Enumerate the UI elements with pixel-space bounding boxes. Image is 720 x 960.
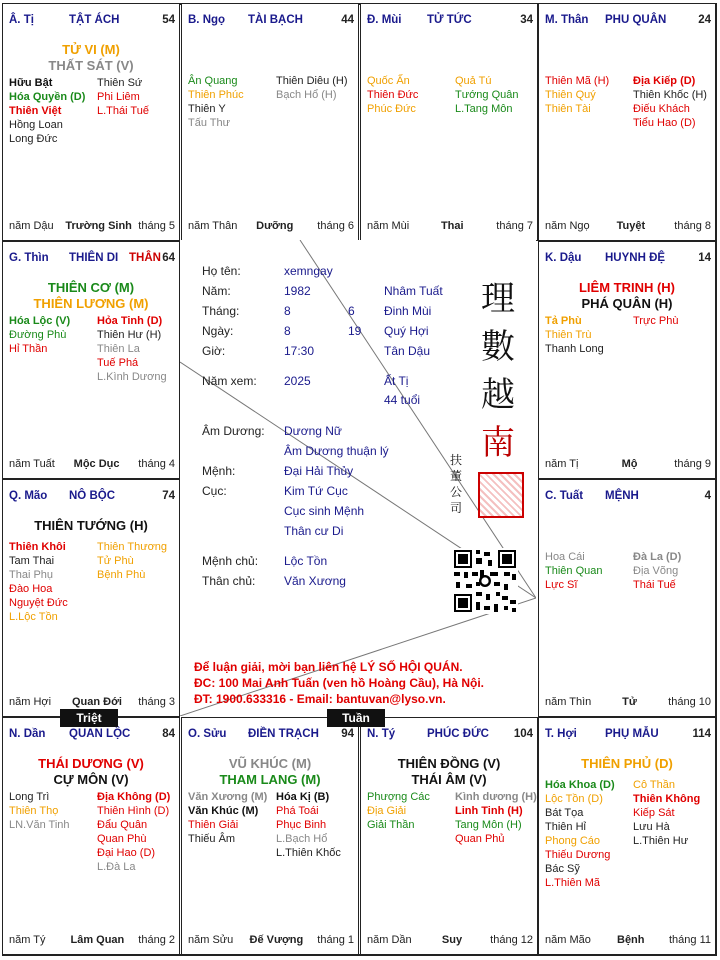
- gio-value: 17:30: [284, 344, 315, 358]
- calligraphy-char-2: 數: [481, 327, 515, 367]
- star: Phá Toái: [276, 805, 319, 817]
- palace-number: 94: [341, 728, 354, 740]
- star: Đại Hao (D): [97, 847, 156, 859]
- star: Phục Binh: [276, 819, 327, 831]
- palace-hoi: [538, 717, 716, 955]
- main-star: THAM LANG (M): [219, 772, 321, 787]
- palace-mao: [2, 479, 180, 717]
- palace-month: tháng 9: [674, 458, 711, 470]
- palace-stage: Mộ: [621, 458, 638, 470]
- palace-number: 64: [162, 252, 175, 264]
- star: Thiên Y: [188, 103, 226, 115]
- star: Hồng Loan: [9, 119, 63, 131]
- palace-stage: Đế Vượng: [249, 934, 304, 946]
- palace-footer: [188, 934, 354, 948]
- palace-stage: Tử: [622, 696, 637, 708]
- palace-header: [367, 14, 533, 30]
- ngay-value-2: 19: [348, 324, 362, 338]
- palace-thin: [2, 241, 180, 479]
- palace-header: [188, 728, 354, 744]
- amduong-value-2: Âm Dương thuận lý: [284, 444, 389, 458]
- cuc-value: Kim Tứ Cục: [284, 484, 348, 498]
- star: Trực Phù: [633, 315, 679, 327]
- star: Đẩu Quân: [97, 819, 148, 831]
- palace-month: tháng 6: [317, 220, 354, 232]
- thang-canchi: Đinh Mùi: [384, 304, 432, 318]
- seal-side-text-value: 扶董公司: [450, 453, 463, 515]
- star: Thiên Quý: [545, 89, 596, 101]
- star: Giải Thần: [367, 819, 415, 831]
- palace-header: [545, 14, 711, 30]
- star: L.Kình Dương: [97, 371, 167, 383]
- star: Địa Không (D): [97, 791, 171, 803]
- palace-header: [9, 490, 175, 506]
- amduong-value: Dương Nữ: [284, 424, 342, 438]
- palace-location: B. Ngọ: [188, 14, 226, 26]
- star: Thiếu Dương: [545, 849, 611, 861]
- star: Phong Cáo: [545, 835, 601, 847]
- palace-month: tháng 7: [496, 220, 533, 232]
- left-stars: [545, 778, 615, 890]
- palace-location: K. Dậu: [545, 252, 582, 264]
- main-star: THẤT SÁT (V): [48, 58, 134, 73]
- star: Hóa Lộc (V): [9, 315, 71, 327]
- star: Thiên La: [97, 343, 140, 355]
- ngay-value: 8: [284, 324, 291, 338]
- star: Phượng Các: [367, 791, 430, 803]
- red-seal-stamp: [478, 472, 524, 518]
- star: Quốc Ấn: [367, 75, 410, 87]
- palace-header: [367, 728, 533, 744]
- left-stars: [188, 74, 244, 130]
- star: Thai Phụ: [9, 569, 54, 581]
- palace-footer: [9, 934, 175, 948]
- star: L.Thiên Hư: [633, 835, 689, 847]
- palace-footer: [9, 696, 175, 710]
- menhchu-label: Mệnh chủ:: [202, 554, 259, 568]
- palace-location: Â. Tị: [9, 14, 34, 26]
- star: Quan Phủ: [455, 833, 505, 845]
- main-star: THIÊN CƠ (M): [47, 280, 135, 295]
- palace-header: [9, 252, 175, 268]
- star: Tam Thai: [9, 555, 55, 567]
- palace-header: [9, 14, 175, 30]
- left-stars: [9, 790, 70, 832]
- right-stars: [633, 778, 700, 848]
- star: Phúc Đức: [367, 103, 416, 115]
- nam-canchi: Nhâm Tuất: [384, 284, 443, 298]
- left-stars: [367, 790, 430, 832]
- palace-stage: Thai: [440, 220, 464, 232]
- calligraphy-char-4: 南: [481, 423, 515, 463]
- left-stars: [545, 314, 604, 356]
- star: Kình dương (H): [455, 791, 537, 803]
- ngay-label: Ngày:: [202, 324, 234, 338]
- main-star: THÁI DƯƠNG (V): [38, 756, 144, 771]
- palace-year: năm Sửu: [188, 934, 234, 946]
- palace-dan: [2, 717, 180, 955]
- star: Tả Phù: [545, 315, 582, 327]
- star: Thiên Đức: [367, 89, 419, 101]
- star: Thiên Trù: [545, 329, 592, 341]
- star: Bác Sỹ: [545, 863, 580, 875]
- main-star: TỬ VI (M): [62, 42, 120, 57]
- nam-value: 1982: [284, 284, 311, 298]
- star: L.Thái Tuế: [97, 105, 149, 117]
- ho-ten-label: Họ tên:: [202, 264, 241, 278]
- star: Nguyệt Đức: [9, 597, 68, 609]
- star: Linh Tinh (H): [455, 805, 523, 817]
- star: Địa Võng: [633, 565, 679, 577]
- menh-value: Đại Hải Thủy: [284, 464, 354, 478]
- palace-year: năm Dần: [367, 934, 412, 946]
- palace-year: năm Mão: [545, 934, 591, 946]
- palace-year: năm Dậu: [9, 220, 54, 232]
- star: Thiếu Âm: [188, 833, 236, 845]
- palace-number: 14: [698, 252, 711, 264]
- star: Ân Quang: [188, 75, 238, 87]
- star: Tang Môn (H): [455, 819, 522, 831]
- palace-name: PHỤ MẪU: [605, 728, 659, 740]
- main-star: LIÊM TRINH (H): [578, 280, 676, 295]
- palace-than: [538, 3, 716, 241]
- left-stars: [9, 540, 68, 624]
- star: Thiên Phúc: [188, 89, 244, 101]
- triet-badge: Triệt: [60, 709, 118, 727]
- palace-footer: [367, 934, 533, 948]
- right-stars: [455, 74, 519, 116]
- menhchu-value: Lộc Tồn: [284, 554, 328, 568]
- palace-month: tháng 12: [490, 934, 533, 946]
- palace-name: THIÊN DI: [69, 252, 119, 264]
- star: Thiên Quan: [545, 565, 603, 577]
- palace-number: 44: [341, 14, 354, 26]
- star: Tướng Quân: [455, 89, 519, 101]
- palace-name: PHÚC ĐỨC: [427, 728, 489, 740]
- right-stars: [633, 550, 681, 592]
- palace-number: 114: [692, 728, 711, 740]
- star: Địa Kiếp (D): [633, 75, 696, 87]
- palace-stage: Tuyệt: [616, 220, 646, 232]
- star: Lộc Tồn (D): [545, 793, 603, 805]
- palace-footer: [367, 220, 533, 234]
- palace-year: năm Tuất: [9, 458, 55, 470]
- calligraphy-logo: [468, 275, 528, 467]
- palace-header: [545, 728, 711, 744]
- namxem-label: Năm xem:: [202, 374, 257, 388]
- main-star: THÁI ÂM (V): [411, 772, 487, 787]
- palace-year: năm Mùi: [367, 220, 410, 232]
- star: Thiên Khôi: [9, 541, 66, 553]
- palace-location: Đ. Mùi: [367, 14, 402, 26]
- star: Bệnh Phù: [97, 569, 146, 581]
- star: Đường Phù: [9, 329, 67, 341]
- palace-name: TỬ TỨC: [427, 14, 472, 26]
- star: Bạch Hổ (H): [276, 89, 337, 101]
- thanchu-value: Văn Xương: [284, 574, 346, 588]
- left-stars: [9, 314, 70, 356]
- left-stars: [367, 74, 418, 116]
- star: Địa Giải: [367, 805, 407, 817]
- palace-stage: Mộc Dục: [73, 458, 120, 470]
- amduong-label: Âm Dương:: [202, 424, 265, 438]
- main-star: THIÊN LƯƠNG (M): [33, 296, 149, 311]
- star: Thiên Hình (D): [97, 805, 170, 817]
- star: Đào Hoa: [9, 583, 53, 595]
- palace-name: NÔ BỘC: [69, 490, 115, 502]
- palace-month: tháng 10: [668, 696, 711, 708]
- gio-canchi: Tân Dậu: [384, 344, 431, 358]
- right-stars: [97, 540, 167, 582]
- star: Thiên Không: [633, 793, 701, 805]
- palace-year: năm Hợi: [9, 696, 52, 708]
- palace-footer: [545, 934, 711, 948]
- palace-number: 54: [162, 14, 175, 26]
- star: Tấu Thư: [188, 117, 231, 129]
- star: Thiên Sứ: [97, 77, 143, 89]
- thanchu-label: Thân chủ:: [202, 574, 256, 588]
- main-star: THIÊN PHỦ (D): [581, 756, 673, 771]
- star: Thiên Hư (H): [97, 329, 162, 341]
- star: Lực Sĩ: [545, 579, 578, 591]
- namxem-canchi: Ất Tị: [384, 374, 409, 388]
- star: Thiên Giải: [188, 819, 239, 831]
- main-star: VŨ KHÚC (M): [228, 756, 312, 771]
- palace-year: năm Ngọ: [545, 220, 590, 232]
- palace-header: [545, 490, 711, 506]
- palace-location: T. Hợi: [545, 728, 577, 740]
- star: Tuế Phá: [97, 357, 139, 369]
- cuc-value-2: Cục sinh Mệnh: [284, 504, 365, 518]
- palace-footer: [545, 458, 711, 472]
- palace-year: năm Tị: [545, 458, 579, 470]
- palace-month: tháng 4: [138, 458, 175, 470]
- star: Quả Tú: [455, 75, 492, 87]
- palace-number: 24: [698, 14, 711, 26]
- palace-stage: Lâm Quan: [70, 934, 125, 946]
- star: Tử Phù: [97, 555, 134, 567]
- right-stars: [276, 74, 348, 102]
- star: Quan Phù: [97, 833, 147, 845]
- right-stars: [455, 790, 537, 846]
- palace-month: tháng 2: [138, 934, 175, 946]
- palace-stage: Bệnh: [617, 934, 645, 946]
- star: Hỉ Thần: [9, 343, 48, 355]
- palace-ty-bot: [360, 717, 538, 955]
- palace-stage: Suy: [441, 934, 463, 946]
- main-star: CỰ MÔN (V): [53, 772, 129, 787]
- star: Long Trì: [9, 791, 50, 803]
- star: L.Đà La: [97, 861, 136, 873]
- palace-than-marker: THÂN: [129, 252, 161, 264]
- palace-month: tháng 3: [138, 696, 175, 708]
- star: Hữu Bật: [9, 77, 53, 89]
- left-stars: [545, 74, 609, 116]
- palace-footer: [9, 220, 175, 234]
- star: Lưu Hà: [633, 821, 670, 833]
- contact-line-2: ĐC: 100 Mai Anh Tuấn (ven hồ Hoàng Cầu), Hà Nội.: [194, 676, 485, 690]
- left-stars: [545, 550, 602, 592]
- star: Điếu Khách: [633, 103, 690, 115]
- contact-line-3: ĐT: 1900.633316 - Email: bantuvan@lyso.vn.: [194, 692, 446, 706]
- star: Thiên Thương: [97, 541, 168, 553]
- palace-ty-top: [2, 3, 180, 241]
- main-star: PHÁ QUÂN (H): [581, 296, 673, 311]
- calligraphy-char-1: 理: [481, 279, 515, 319]
- star: LN.Văn Tinh: [9, 819, 70, 831]
- ngay-canchi: Quý Hợi: [384, 324, 429, 338]
- main-star: THIÊN ĐỒNG (V): [397, 756, 501, 771]
- namxem-value: 2025: [284, 374, 311, 388]
- star: Đà La (D): [633, 551, 682, 563]
- contact-line-1: Để luận giải, mời bạn liên hệ LÝ SỐ HỘI QUÁN.: [194, 660, 463, 674]
- palace-footer: [545, 220, 711, 234]
- star: Phi Liêm: [97, 91, 140, 103]
- palace-location: N. Tý: [367, 728, 396, 740]
- star: L.Thiên Khốc: [276, 847, 341, 859]
- palace-header: [188, 14, 354, 30]
- right-stars: [633, 74, 707, 130]
- palace-location: O. Sửu: [188, 728, 227, 740]
- palace-name: HUYNH ĐỆ: [605, 252, 666, 264]
- left-stars: [9, 76, 85, 146]
- qr-code[interactable]: [452, 548, 518, 614]
- star: Thanh Long: [545, 343, 604, 355]
- palace-footer: [545, 696, 711, 710]
- star: Hóa Khoa (D): [545, 779, 615, 791]
- gio-label: Giờ:: [202, 344, 226, 358]
- star: Long Đức: [9, 133, 58, 145]
- palace-stage: Trường Sinh: [65, 220, 132, 232]
- seal-side-text: [450, 452, 464, 516]
- nam-label: Năm:: [202, 284, 231, 298]
- palace-number: 104: [513, 728, 533, 740]
- palace-location: M. Thân: [545, 14, 589, 26]
- palace-name: PHU QUÂN: [605, 14, 667, 26]
- star: Thiên Tài: [545, 103, 591, 115]
- palace-month: tháng 11: [668, 934, 711, 946]
- star: Tiểu Hao (D): [633, 117, 696, 129]
- palace-year: năm Thân: [188, 220, 238, 232]
- palace-location: N. Dần: [9, 728, 46, 740]
- thang-value-2: 6: [348, 304, 355, 318]
- main-star: THIÊN TƯỚNG (H): [34, 518, 148, 533]
- palace-dau: [538, 241, 716, 479]
- cuc-value-3: Thân cư Di: [284, 524, 344, 538]
- palace-location: C. Tuất: [545, 490, 584, 502]
- palace-footer: [9, 458, 175, 472]
- palace-location: Q. Mão: [9, 490, 48, 502]
- star: L.Thiên Mã: [545, 877, 601, 889]
- ho-ten-value: xemngay: [284, 264, 333, 278]
- star: Thiên Thọ: [9, 805, 59, 817]
- tuan-badge: Tuần: [327, 709, 385, 727]
- palace-number: 74: [162, 490, 175, 502]
- star: Thiên Hỉ: [545, 821, 586, 833]
- star: Bát Tọa: [545, 807, 584, 819]
- star: Văn Xương (M): [188, 791, 268, 803]
- palace-location: G. Thìn: [9, 252, 49, 264]
- palace-name: TẬT ÁCH: [69, 14, 120, 26]
- right-stars: [97, 790, 170, 874]
- palace-footer: [188, 220, 354, 234]
- palace-name: QUAN LỘC: [69, 728, 131, 740]
- star: Thái Tuế: [633, 579, 676, 591]
- palace-number: 84: [162, 728, 175, 740]
- tuoi-value: 44 tuổi: [384, 393, 421, 407]
- palace-name: TÀI BẠCH: [248, 14, 303, 26]
- left-stars: [188, 790, 267, 846]
- star: Hoa Cái: [545, 551, 585, 563]
- star: Hỏa Tinh (D): [97, 315, 163, 327]
- palace-ngo: [181, 3, 359, 241]
- palace-number: 4: [704, 490, 711, 502]
- star: Thiên Mã (H): [545, 75, 610, 87]
- right-stars: [276, 790, 341, 860]
- star: Văn Khúc (M): [188, 805, 259, 817]
- palace-stage: Quan Đới: [72, 696, 122, 708]
- cuc-label: Cục:: [202, 484, 227, 498]
- palace-tuat: [538, 479, 716, 717]
- thang-value: 8: [284, 304, 291, 318]
- star: Hóa Quyền (D): [9, 91, 86, 103]
- palace-header: [545, 252, 711, 268]
- palace-header: [9, 728, 175, 744]
- star: Thiên Khốc (H): [633, 89, 707, 101]
- star: Hóa Kị (B): [276, 791, 330, 803]
- calligraphy-char-3: 越: [481, 375, 515, 415]
- palace-month: tháng 8: [674, 220, 711, 232]
- star: L.Tang Môn: [455, 103, 513, 115]
- star: Cô Thần: [633, 779, 675, 791]
- palace-name: MỆNH: [605, 490, 639, 502]
- palace-name: ĐIỀN TRẠCH: [248, 728, 319, 740]
- palace-stage: Dưỡng: [256, 220, 294, 232]
- palace-month: tháng 1: [317, 934, 354, 946]
- palace-year: năm Thìn: [545, 696, 592, 708]
- palace-year: năm Tý: [9, 934, 46, 946]
- right-stars: [97, 76, 149, 118]
- thang-label: Tháng:: [202, 304, 240, 318]
- right-stars: [97, 314, 167, 384]
- star: L.Bạch Hổ: [276, 833, 328, 845]
- right-stars: [633, 314, 678, 328]
- star: Thiên Diêu (H): [276, 75, 348, 87]
- palace-suu: [181, 717, 359, 955]
- star: Kiếp Sát: [633, 807, 675, 819]
- palace-month: tháng 5: [138, 220, 175, 232]
- star: L.Lộc Tồn: [9, 611, 58, 623]
- palace-mui: [360, 3, 538, 241]
- palace-number: 34: [520, 14, 533, 26]
- menh-label: Mệnh:: [202, 464, 236, 478]
- star: Thiên Việt: [9, 105, 62, 117]
